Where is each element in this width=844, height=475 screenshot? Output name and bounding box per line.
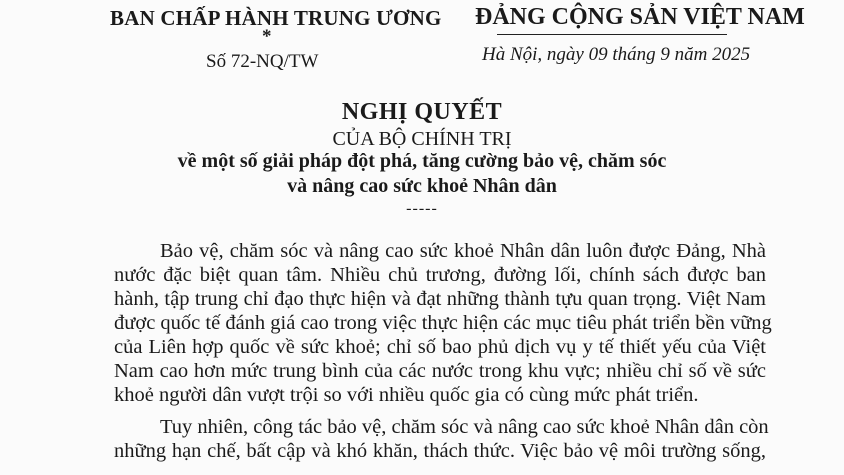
issuing-body-title: BAN CHẤP HÀNH TRUNG ƯƠNG: [110, 6, 442, 30]
paragraph-1-line: hành, tập trung chỉ đạo thực hiện và đạt những thành tựu quan trọng. Việt Nam: [114, 288, 766, 310]
paragraph-2-line: Tuy nhiên, công tác bảo vệ, chăm sóc và nâng cao sức khoẻ Nhân dân còn: [160, 416, 769, 438]
header-star: *: [262, 26, 272, 47]
resolution-subject-line-1: về một số giải pháp đột phá, tăng cường bảo vệ, chăm sóc: [177, 150, 667, 172]
document-number: Số 72-NQ/TW: [206, 51, 319, 72]
document-date: Hà Nội, ngày 09 tháng 9 năm 2025: [482, 44, 751, 65]
resolution-title: NGHỊ QUYẾT: [341, 99, 503, 125]
paragraph-1-line: Bảo vệ, chăm sóc và nâng cao sức khoẻ Nhân dân luôn được Đảng, Nhà: [160, 240, 766, 262]
paragraph-1-line: khoẻ người dân vượt trội so với nhiều quốc gia có cùng mức phát triển.: [114, 384, 699, 406]
paragraph-1-line: nước đặc biệt quan tâm. Nhiều chủ trương, đường lối, chính sách được ban: [114, 264, 766, 286]
paragraph-1-line: của Liên hợp quốc về sức khoẻ; chỉ số bao phủ dịch vụ y tế thiết yếu của Việt: [114, 336, 766, 358]
resolution-subject-line-2: và nâng cao sức khoẻ Nhân dân: [287, 175, 557, 197]
paragraph-2-line: những hạn chế, bất cập và khó khăn, thách thức. Việc bảo vệ môi trường sống,: [114, 440, 766, 462]
resolution-issuer: CỦA BỘ CHÍNH TRỊ: [332, 128, 512, 150]
party-title: ĐẢNG CỘNG SẢN VIỆT NAM: [475, 4, 805, 30]
paragraph-1-line: Nam cao hơn mức trung bình của các nước trong khu vực; nhiều chỉ số về sức: [114, 360, 766, 382]
paragraph-1-line: được quốc tế đánh giá cao trong việc thực hiện các mục tiêu phát triển bền vững: [114, 312, 772, 334]
section-separator: -----: [406, 200, 438, 217]
party-title-underline: [497, 34, 727, 35]
